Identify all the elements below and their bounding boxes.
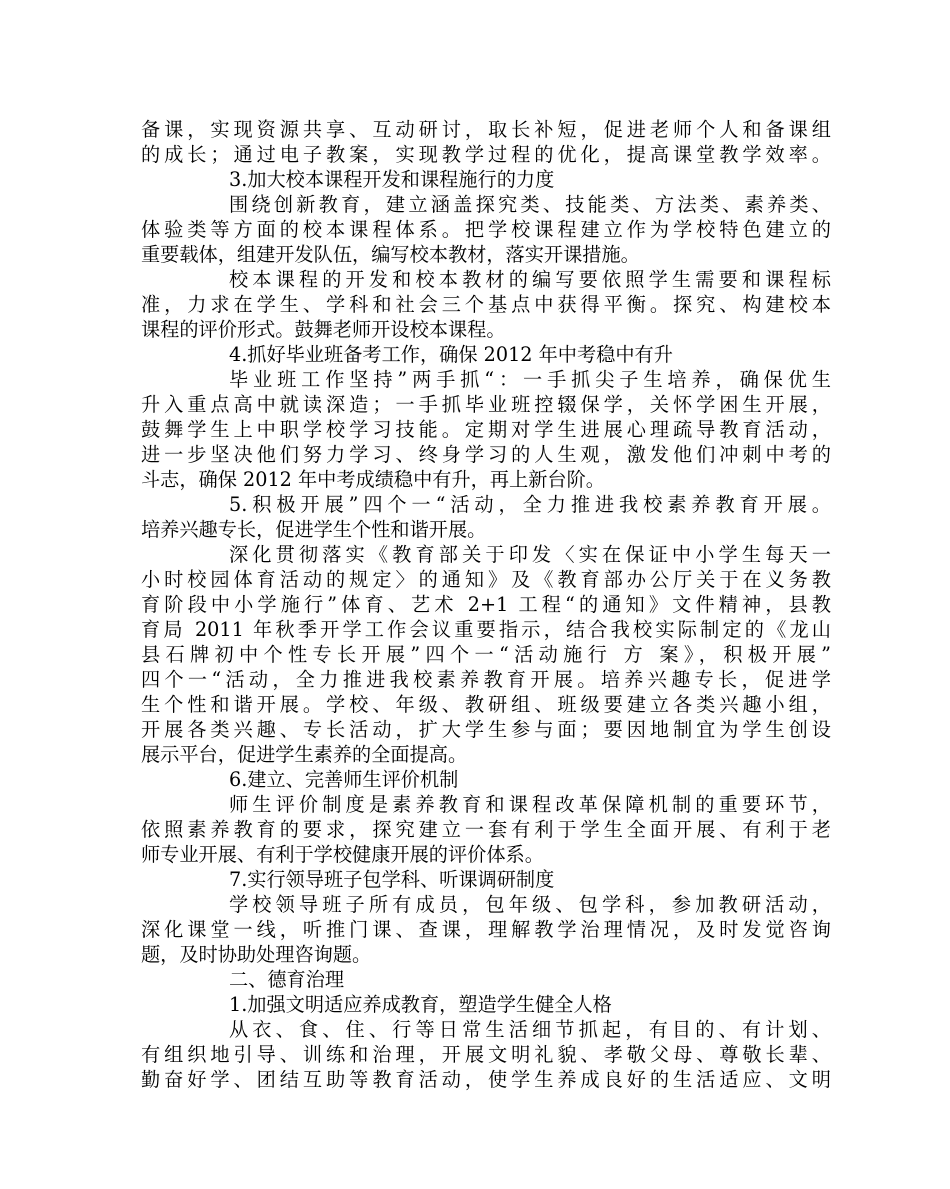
text-line: 进一步坚决他们努力学习、终身学习的人生观，激发他们冲刺中考的 (141, 443, 831, 466)
text-line: 生个性和谐开展。学校、年级、教研组、班级要建立各类兴趣小组， (141, 693, 831, 716)
text-line: 学校领导班子所有成员，包年级、包学科，参加教研活动， (229, 893, 831, 916)
text-line: 毕业班工作坚持”两手抓“：一手抓尖子生培养，确保优生 (229, 368, 831, 391)
text-line: 斗志，确保 2012 年中考成绩稳中有升，再上新台阶。 (141, 468, 605, 491)
text-line: 体验类等方面的校本课程体系。把学校课程建立作为学校特色建立的 (141, 218, 831, 241)
text-line: 县石牌初中个性专长开展”四个一“活动施行 方 案》，积极开展” (141, 643, 831, 666)
text-line: 育阶段中小学施行”体育、艺术 2+1 工程“的通知》文件精神，县教 (141, 593, 831, 616)
text-line: 围绕创新教育，建立涵盖探究类、技能类、方法类、素养类、 (229, 193, 831, 216)
section-heading: 5.积极开展”四个一“活动，全力推进我校素养教育开展。 (229, 493, 831, 516)
section-heading: 1.加强文明适应养成教育，塑造学生健全人格 (229, 993, 612, 1016)
text-line: 的成长；通过电子教案，实现教学过程的优化，提高课堂教学效率。 (141, 143, 831, 166)
text-line: 有组织地引导、训练和治理，开展文明礼貌、孝敬父母、尊敬长辈、 (141, 1043, 831, 1066)
text-line: 鼓舞学生上中职学校学习技能。定期对学生进展心理疏导教育活动， (141, 418, 831, 441)
document-page (141, 117, 831, 1092)
text-line: 深化课堂一线，听推门课、查课，理解教学治理情况，及时发觉咨询 (141, 918, 831, 941)
text-line: 课程的评价形式。鼓舞老师开设校本课程。 (141, 318, 506, 341)
section-heading: 3.加大校本课程开发和课程施行的力度 (229, 168, 555, 191)
text-line: 小时校园体育活动的规定〉的通知》及《教育部办公厅关于在义务教 (141, 568, 831, 591)
text-line: 准，力求在学生、学科和社会三个基点中获得平衡。探究、构建校本 (141, 293, 831, 316)
text-line: 育局 2011 年秋季开学工作会议重要指示，结合我校实际制定的《龙山 (141, 618, 831, 641)
text-line: 升入重点高中就读深造；一手抓毕业班控辍保学，关怀学困生开展， (141, 393, 831, 416)
text-line: 勤奋好学、团结互助等教育活动，使学生养成良好的生活适应、文明 (141, 1068, 831, 1091)
text-line: 备课，实现资源共享、互动研讨，取长补短，促进老师个人和备课组 (141, 118, 831, 141)
text-line: 开展各类兴趣、专长活动，扩大学生参与面；要因地制宜为学生创设 (141, 718, 831, 741)
section-heading: 7.实行领导班子包学科、听课调研制度 (229, 868, 555, 891)
section-heading: 二、德育治理 (229, 968, 345, 991)
section-heading: 4.抓好毕业班备考工作，确保 2012 年中考稳中有升 (229, 343, 673, 366)
text-line: 培养兴趣专长，促进学生个性和谐开展。 (141, 518, 487, 541)
section-heading: 6.建立、完善师生评价机制 (229, 768, 459, 791)
text-line: 展示平台，促进学生素养的全面提高。 (141, 743, 468, 766)
text-line: 师生评价制度是素养教育和课程改革保障机制的重要环节， (229, 793, 831, 816)
text-line: 依照素养教育的要求，探究建立一套有利于学生全面开展、有利于老 (141, 818, 831, 841)
text-line: 深化贯彻落实《教育部关于印发〈实在保证中小学生每天一 (229, 543, 831, 566)
text-line: 校本课程的开发和校本教材的编写要依照学生需要和课程标 (229, 268, 831, 291)
text-line: 题，及时协助处理咨询题。 (141, 943, 372, 966)
text-line: 四个一“活动，全力推进我校素养教育开展。培养兴趣专长，促进学 (141, 668, 831, 691)
text-line: 从衣、食、住、行等日常生活细节抓起，有目的、有计划、 (229, 1018, 831, 1041)
text-line: 重要载体，组建开发队伍，编写校本教材，落实开课措施。 (141, 243, 640, 266)
text-line: 师专业开展、有利于学校健康开展的评价体系。 (141, 843, 544, 866)
